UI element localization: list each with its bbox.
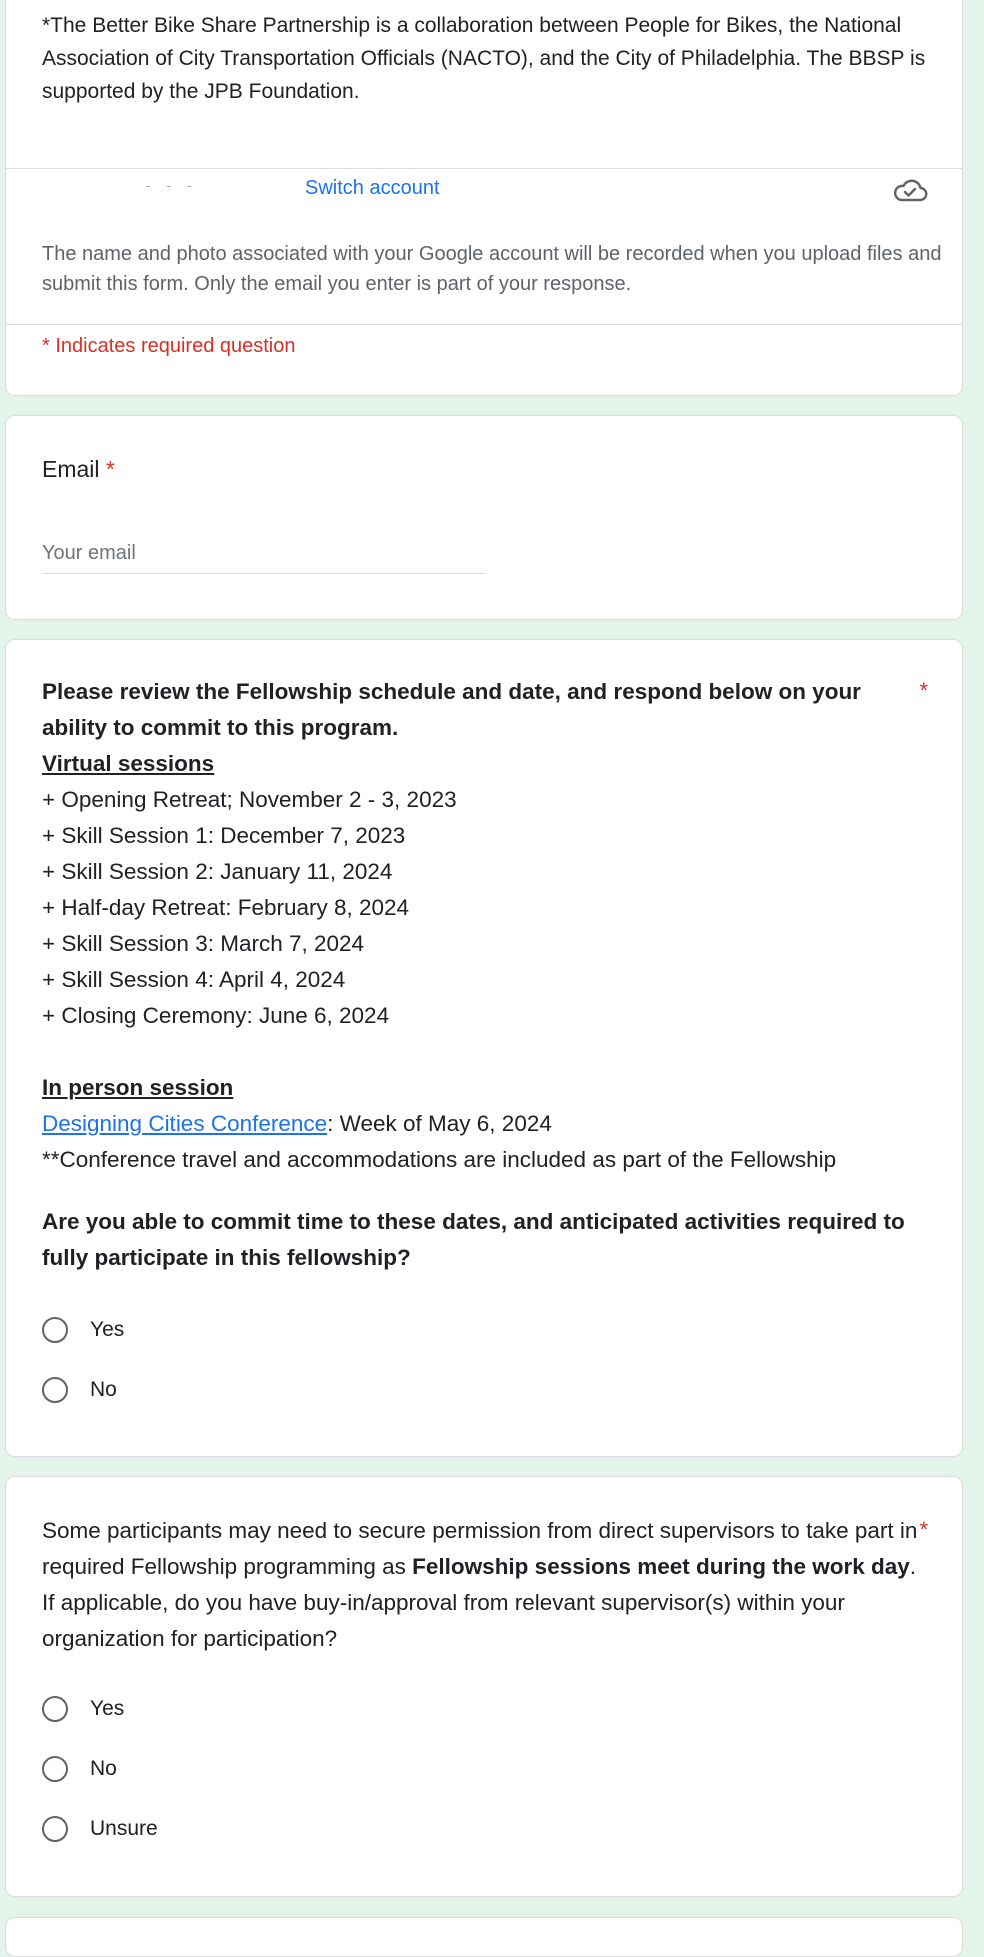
privacy-note: The name and photo associated with your Google account will be recorded when you upload files and submit this form. Only the email you enter is part of your response.: [42, 243, 942, 295]
option-label: Unsure: [90, 1817, 158, 1840]
radio-button[interactable]: [42, 1816, 68, 1842]
switch-account-link[interactable]: Switch account: [305, 177, 440, 199]
option-label: No: [90, 1757, 117, 1780]
conference-line: [42, 1106, 902, 1142]
email-question-card: [5, 415, 963, 620]
radio-button[interactable]: [42, 1317, 68, 1343]
session-item: + Skill Session 2: January 11, 2024: [42, 859, 393, 884]
question-title: [42, 456, 115, 483]
schedule-description: [42, 674, 902, 1178]
supervisor-question-card: [5, 1476, 963, 1897]
radio-option-no[interactable]: [42, 1751, 117, 1787]
required-note: * Indicates required question: [42, 335, 296, 357]
session-item: + Skill Session 4: April 4, 2024: [42, 967, 346, 992]
cloud-check-icon: [892, 175, 928, 205]
radio-button[interactable]: [42, 1377, 68, 1403]
radio-button[interactable]: [42, 1756, 68, 1782]
session-item: + Half-day Retreat: February 8, 2024: [42, 895, 410, 920]
session-item: + Closing Ceremony: June 6, 2024: [42, 1003, 390, 1028]
conference-date: : Week of May 6, 2024: [327, 1111, 552, 1136]
commit-question: Are you able to commit time to these dates, and anticipated activities required to fully participate in this fellowship?: [42, 1209, 905, 1270]
session-item: + Skill Session 3: March 7, 2024: [42, 931, 365, 956]
option-label: Yes: [90, 1318, 125, 1341]
conference-note: **Conference travel and accommodations are included as part of the Fellowship: [42, 1147, 837, 1172]
inperson-session-heading: In person session: [42, 1075, 234, 1100]
form-header-card: [5, 0, 963, 396]
session-item: + Skill Session 1: December 7, 2023: [42, 823, 406, 848]
email-title: Email: [42, 456, 100, 482]
divider: [6, 324, 962, 325]
radio-option-yes[interactable]: [42, 1312, 124, 1348]
required-star: *: [919, 678, 928, 703]
schedule-intro: Please review the Fellowship schedule and date, and respond below on your ability to commit to this program.: [42, 679, 861, 740]
account-row: [6, 167, 962, 213]
schedule-question-card: [5, 639, 963, 1457]
required-star: *: [105, 456, 115, 482]
radio-button[interactable]: [42, 1696, 68, 1722]
account-email: - - -: [146, 177, 198, 193]
conference-link[interactable]: Designing Cities Conference: [42, 1111, 328, 1136]
option-label: No: [90, 1378, 117, 1401]
option-label: Yes: [90, 1697, 125, 1720]
radio-option-yes[interactable]: [42, 1691, 124, 1727]
supervisor-question-text: [42, 1513, 922, 1657]
virtual-sessions-heading: Virtual sessions: [42, 751, 215, 776]
radio-option-no[interactable]: [42, 1372, 117, 1408]
session-item: + Opening Retreat; November 2 - 3, 2023: [42, 787, 457, 812]
email-field[interactable]: [42, 533, 486, 574]
required-star: *: [919, 1517, 928, 1542]
radio-option-unsure[interactable]: [42, 1811, 158, 1847]
form-description: *The Better Bike Share Partnership is a collaboration between People for Bikes, the National Association of City Transportation Officials (NACTO), and the City of Philadelphia. The BBSP is supported by the JPB Foundation.: [42, 14, 926, 103]
question-text: . If applicable, do you have buy-in/approval from relevant supervisor(s) within your organization for participation?: [42, 1554, 917, 1651]
question-text: Some participants may need to secure permission from direct supervisors to take part in required Fellowship programming as: [42, 1518, 918, 1579]
next-question-card: [5, 1917, 963, 1957]
question-text-bold: Fellowship sessions meet during the work day: [412, 1554, 910, 1579]
